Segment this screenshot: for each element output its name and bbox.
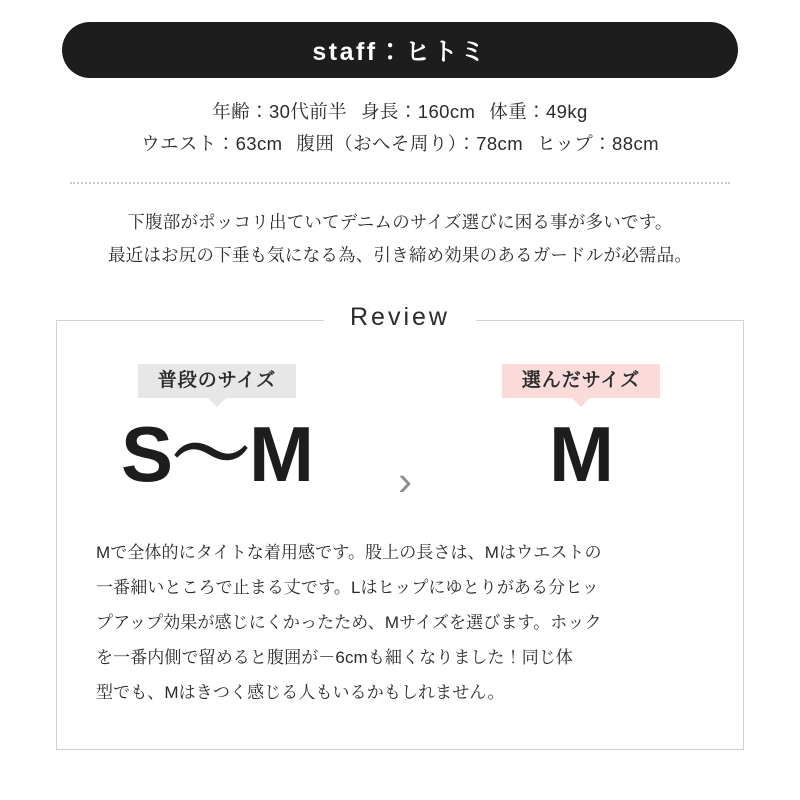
chosen-size-tag: 選んだサイズ [502,364,660,398]
review-body-line-1: Mで全体的にタイトな着用感です。股上の長さは、Mはウエストの [96,543,602,562]
chosen-size-block [446,364,716,498]
usual-size-tag: 普段のサイズ [138,364,296,398]
review-section-title: Review [324,303,476,332]
staff-header-banner [62,22,738,78]
spec-age: 年齢：30代前半 [212,101,348,122]
staff-specs-line-2 [0,128,800,160]
review-body-line-5: 型でも、Mはきつく感じる人もいるかもしれません。 [96,683,505,702]
dotted-divider [70,182,730,184]
staff-header-title: staff：ヒトミ [312,38,488,66]
spec-height: 身長：160cm [361,101,476,122]
usual-size-block [82,364,352,498]
spec-weight: 体重：49kg [489,101,588,122]
staff-specs-line-1 [0,96,800,128]
spec-waist: ウエスト：63cm [141,133,283,154]
review-body-line-2: 一番細いところで止まる丈です。Lはヒップにゆとりがある分ヒッ [96,578,599,597]
review-body-line-4: を一番内側で留めると腹囲が－6cmも細くなりました！同じ体 [96,648,574,667]
spec-hip: ヒップ：88cm [537,133,659,154]
review-body-line-3: プアップ効果が感じにくかったため、Mサイズを選びます。ホック [96,613,602,632]
staff-specs [0,96,800,160]
usual-size-value: S〜M [120,410,313,498]
staff-comment [0,206,800,272]
chosen-size-value: M [549,410,613,498]
review-body [56,535,744,710]
size-comparison [56,364,744,524]
spec-belly: 腹囲（おへそ周り）：78cm [296,133,524,154]
staff-comment-line-2: 最近はお尻の下垂も気になる為、引き締め効果のあるガードルが必需品。 [107,245,693,265]
chevron-right-icon: › [398,457,412,504]
staff-comment-line-1: 下腹部がポッコリ出ていてデニムのサイズ選びに困る事が多いです。 [127,212,673,232]
